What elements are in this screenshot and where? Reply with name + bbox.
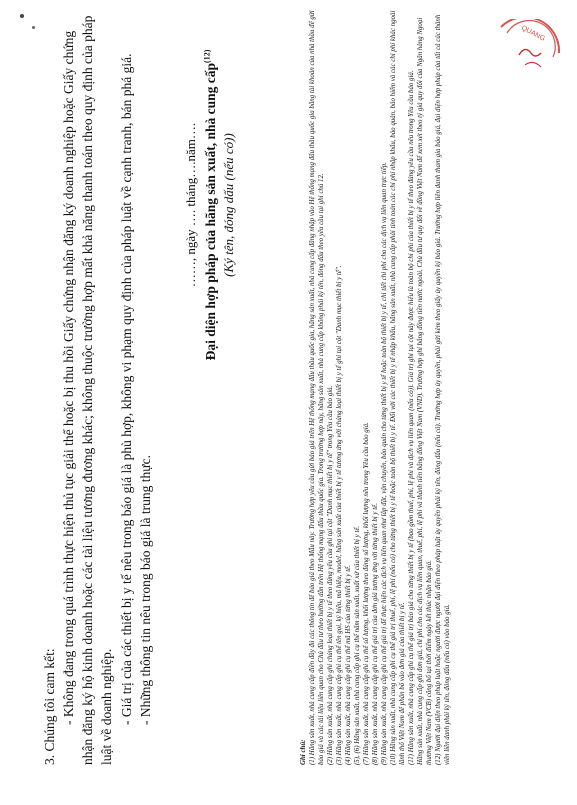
commitments-heading: 3. Chúng tôi cam kết: <box>42 648 57 765</box>
note-item: (8) Hãng sản xuất, nhà cung cấp ghi cụ thể giá trị của đơn giá tương ứng với từng thiết bị y tế. <box>371 503 379 765</box>
stamp-seal <box>489 19 563 79</box>
scan-speck <box>20 14 24 18</box>
commitment-item: - Những thông tin nêu trong báo giá là trung thực. <box>137 455 153 725</box>
note-item: Hãng sản xuất, nhà cung cấp ghi đơn giá, chi phí cho các dịch vụ liên quan, thuế, phí, lệ phí và thành tiền bằng đồng Việt Nam (VND). Trường hợp ghi bằng đồng tiền nước ngoài, Chủ đầu tư quy đổi về đồng Việt Nam để xem xét theo tỷ giá quy đổi của Ngân hàng Ngoại thương Việt Nam (VCB) công bố tại thời điểm ngày kết thúc nhận báo giá. <box>416 17 433 765</box>
notes-heading: Ghi chú: <box>300 739 307 765</box>
scan-speck <box>32 26 35 29</box>
note-item: (4) Hãng sản xuất, nhà cung cấp ghi cụ thể mã HS của từng thiết bị y tế. <box>344 565 352 765</box>
commitments-section <box>40 5 155 765</box>
note-item: (11) Hãng sản xuất, nhà cung cấp ghi cụ thể giá trị báo giá cho từng thiết bị y tế (bao gồm thuế, phí, lệ phí và dịch vụ liên quan (nếu có)). Giá trị ghi tại cột này được hiểu là toàn bộ chi phí của thiết bị y tế theo đúng yêu cầu nêu trong Yêu cầu báo giá. <box>407 70 415 765</box>
note-item: (9) Hãng sản xuất, nhà cung cấp ghi cụ thể giá trị để thực hiện các dịch vụ liên quan như lắp đặt, vận chuyển, bảo quản cho từng thiết bị y tế hoặc toàn bộ thiết bị y tế, chi tiết chi phí cho các dịch vụ liên quan trực tiếp. <box>380 162 388 765</box>
note-item: (12) Người đại diện theo pháp luật hoặc người được người đại diện theo pháp luật ủy quyền phải ký tên, đóng dấu (nếu có). Trường hợp ủy quyền, phải gửi kèm theo giấy ủy quyền ký báo giá. Trường hợp liên danh tham gia báo giá, đại diện hợp pháp của tất cả các thành viên liên danh phải ký tên, đóng dấu (nếu có) vào báo giá. <box>434 14 451 765</box>
stamp-signature-stroke-2 <box>525 62 541 67</box>
note-item: (1) Hãng sản xuất, nhà cung cấp điền đầy đủ các thông tin để báo giá theo Mẫu này. Trường hợp yêu cầu gửi báo giá trên Hệ thống mạng đấu thầu quốc gia, hãng sản xuất, nhà cung cấp đăng nhập vào Hệ thống mạng đấu thầu quốc gia bằng tài khoản của nhà thầu để gửi báo giá và các tài liệu liên quan cho Chủ đầu tư theo hướng dẫn trên Hệ thống mạng đấu thầu quốc gia. Trong trường hợp này, hãng sản xuất, nhà cung cấp không phải ký tên, đóng dấu theo yêu cầu tại ghi chú 12. <box>308 10 325 765</box>
signature-block <box>182 40 239 370</box>
note-item: (7) Hãng sản xuất, nhà cung cấp ghi cụ thể số lượng, khối lượng theo đúng số lượng, khối lượng nêu trong Yêu cầu báo giá. <box>362 422 370 765</box>
note-item: (3) Hãng sản xuất, nhà cung cấp ghi cụ thể tên gọi, ký hiệu, mã hiệu, model, hãng sản xuất của thiết bị y tế tương ứng với chủng loại thiết bị y tế ghi tại cột "Danh mục thiết bị y tế". <box>335 265 343 765</box>
signature-title <box>201 40 221 370</box>
commitment-item: - Không đang trong quá trình thực hiện thủ tục giải thể hoặc bị thu hồi Giấy chứng nhận đăng ký doanh nghiệp hoặc Giấy chứng nhận đăng ký hộ kinh doanh hoặc các tài liệu tương đương khác; không thuộc trường hợp mất khả năng thanh toán theo quy định của pháp luật về doanh nghiệp. <box>61 15 115 765</box>
signature-title-text: Đại diện hợp pháp của hãng sản xuất, nhà cung cấp <box>202 62 218 361</box>
signature-note: (Ký tên, đóng dấu (nếu có)) <box>221 133 237 277</box>
note-item: (2) Hãng sản xuất, nhà cung cấp ghi chủng loại thiết bị y tế theo đúng yêu cầu ghi tại cột "Danh mục thiết bị y tế" trong Yêu cầu báo giá. <box>326 385 334 765</box>
signature-title-ref: (12) <box>202 49 212 63</box>
notes-section <box>300 5 452 765</box>
note-item: (10) Hãng sản xuất, nhà cung cấp ghi cụ thể giá trị thuế, phí, lệ phí (nếu có) cho từng thiết bị y tế hoặc toàn bộ thiết bị y tế. Đối với các thiết bị y tế nhập khẩu, hãng sản xuất, nhà cung cấp phải tính toán các chi phí nhập khẩu, bảo quản, bảo hiểm và các chi phí khác ngoài lãnh thổ Việt Nam để phân bổ vào đơn giá của thiết bị y tế. <box>389 10 406 765</box>
commitment-item: - Giá trị của các thiết bị y tế nêu trong báo giá là phù hợp, không vi phạm quy định của pháp luật về cạnh tranh, bán phá giá. <box>118 53 134 725</box>
stamp-text: QUANG <box>520 24 547 43</box>
stamp-signature-stroke <box>519 49 541 56</box>
signature-date-line: ……, ngày …. tháng….năm…. <box>183 122 198 288</box>
note-item: (5), (6) Hãng sản xuất, nhà cung cấp ghi cụ thể năm sản xuất, xuất xứ của thiết bị y tế. <box>353 525 361 765</box>
